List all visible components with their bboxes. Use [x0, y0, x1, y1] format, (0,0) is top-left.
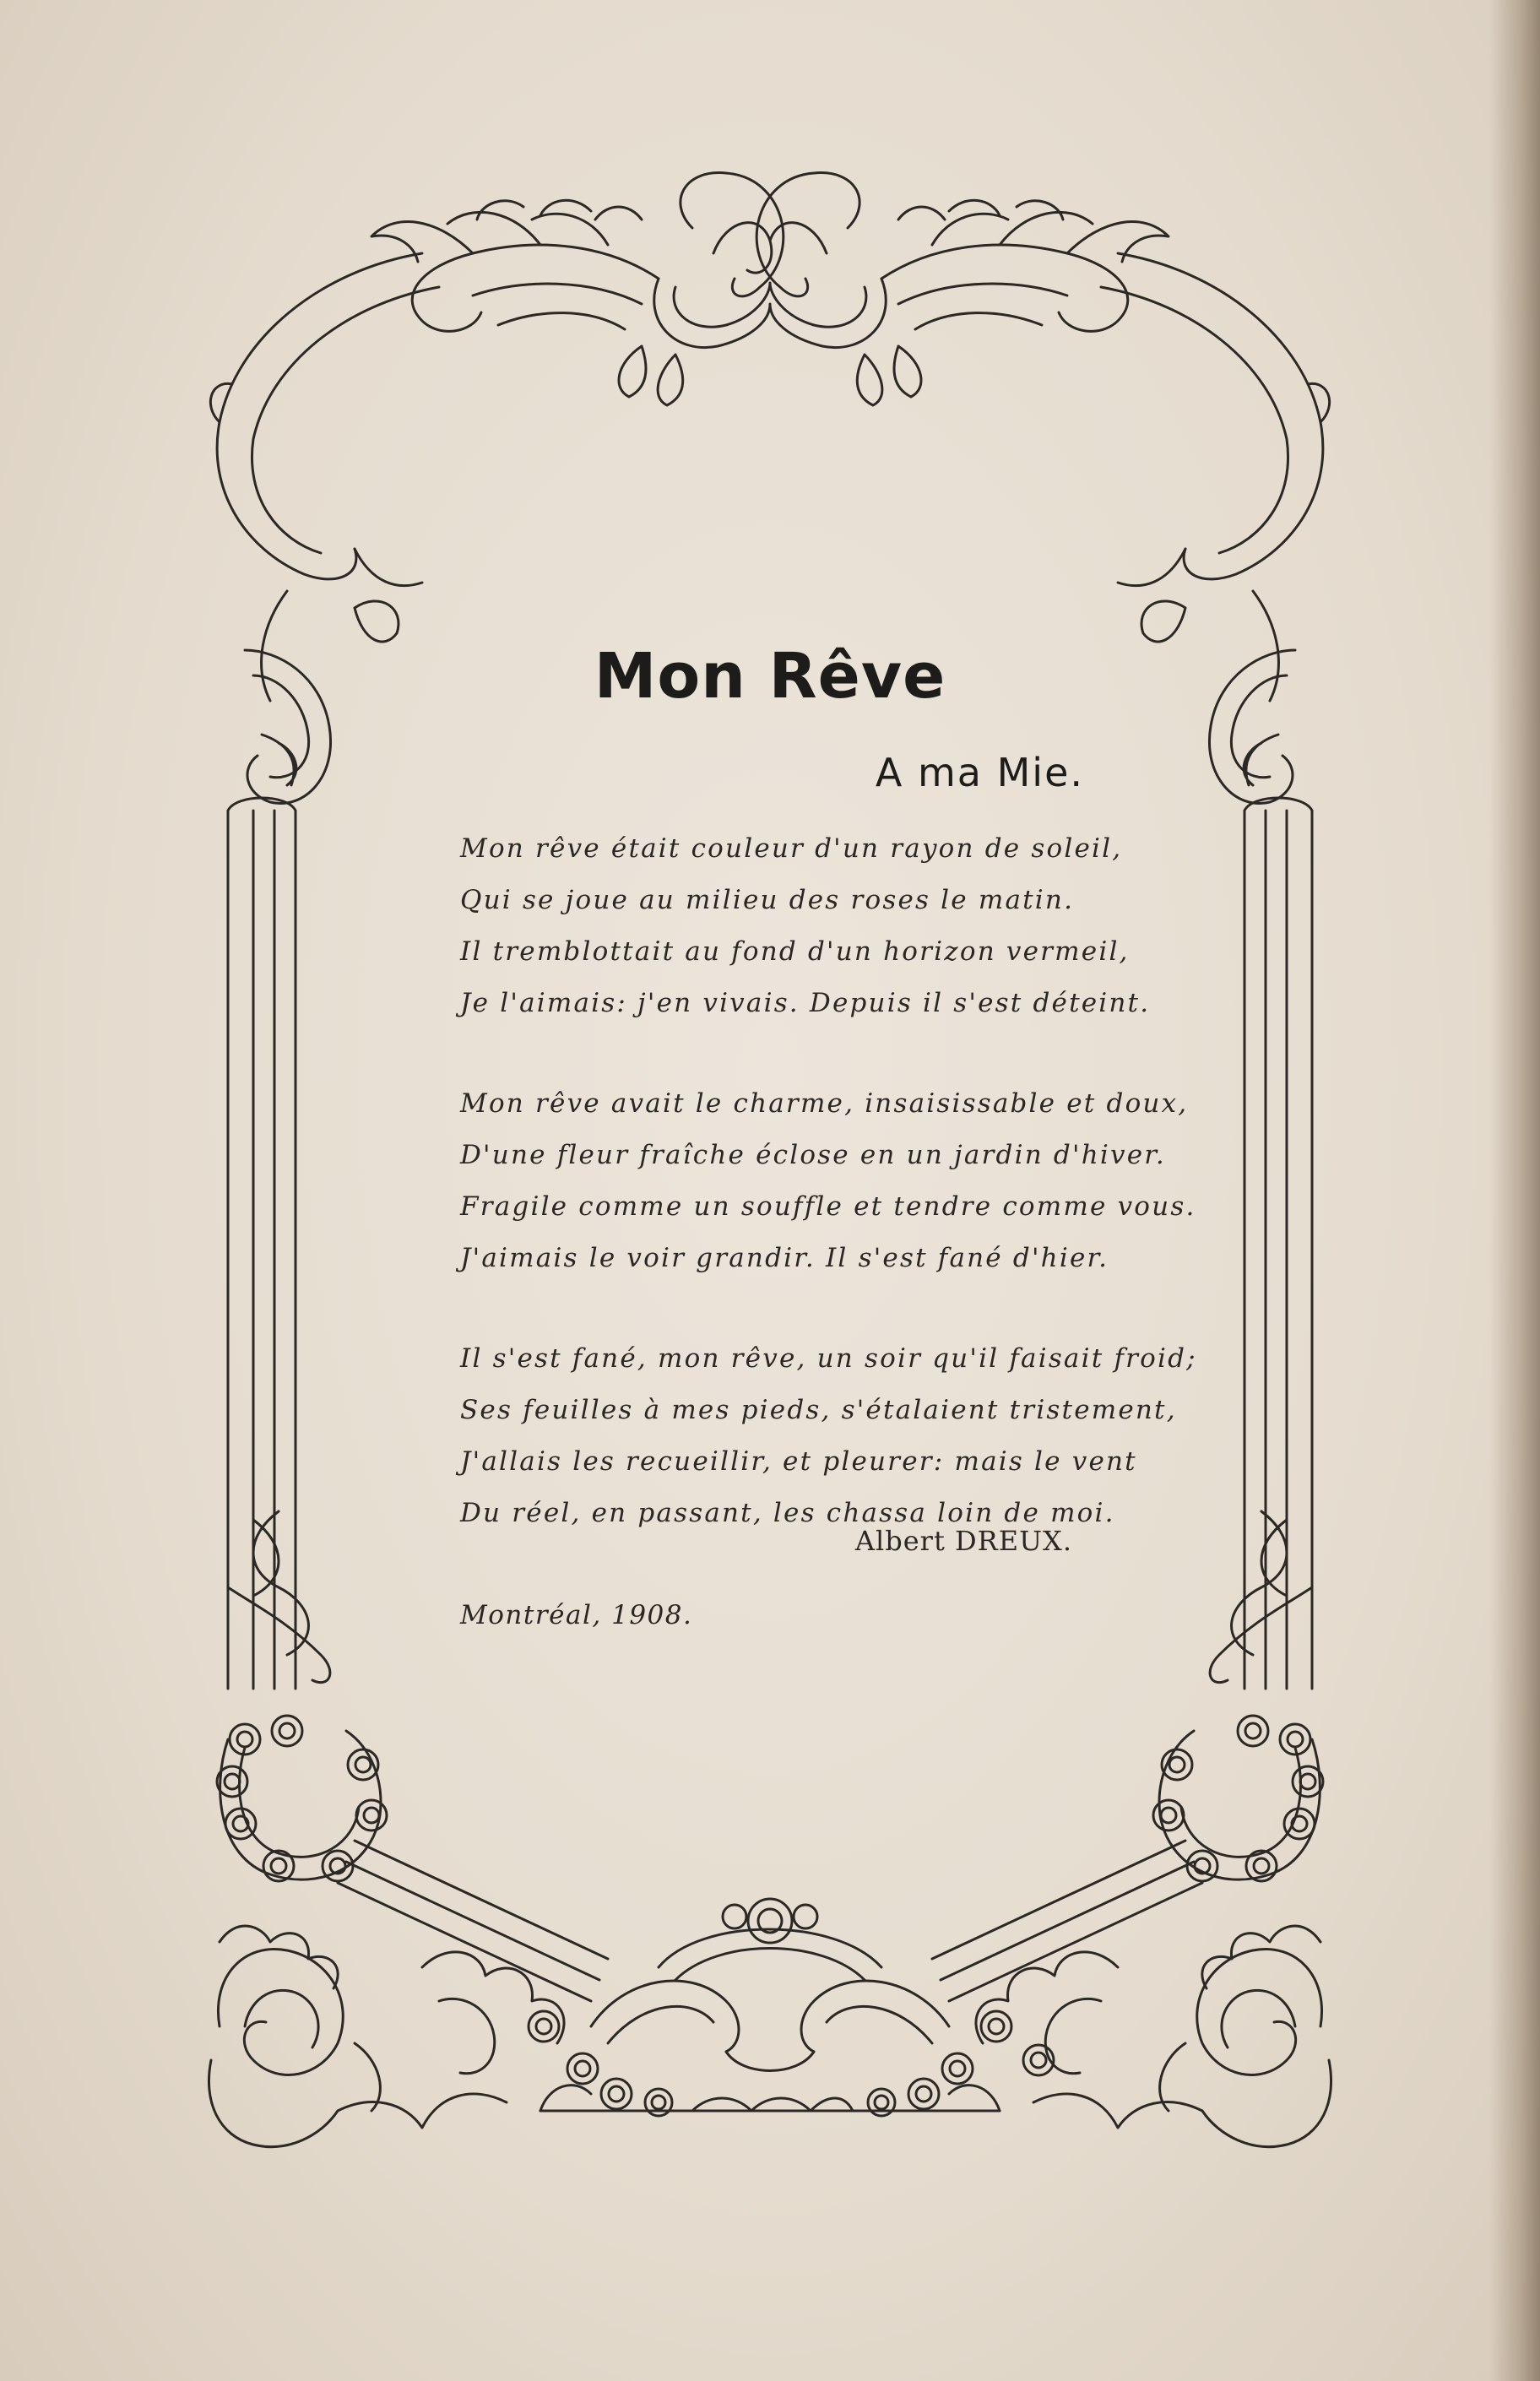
left-column-ornament: [228, 798, 330, 1689]
poem-line: J'allais les recueillir, et pleurer: mais le vent: [460, 1446, 1137, 1477]
stanza-3: [460, 1333, 1197, 1539]
top-left-leaf-ornament: [371, 200, 683, 405]
top-right-leaf-ornament: [857, 200, 1169, 405]
poem-line: Qui se joue au milieu des roses le matin.: [460, 885, 1075, 915]
stanza-1: [460, 823, 1151, 1029]
bottom-left-leaf-ornament: [209, 1926, 564, 2147]
poem-line: D'une fleur fraîche éclose en un jardin d'hiver.: [460, 1140, 1166, 1170]
poem-line: Mon rêve avait le charme, insaisissable et doux,: [460, 1088, 1189, 1119]
poem-line: Fragile comme un souffle et tendre comme vous.: [460, 1191, 1196, 1222]
poem-line: Du réel, en passant, les chassa loin de moi.: [460, 1498, 1115, 1528]
stanza-2: [460, 1078, 1196, 1284]
poem-line: Il s'est fané, mon rêve, un soir qu'il faisait froid;: [460, 1343, 1197, 1374]
author-signature: Albert DREUX.: [854, 1525, 1072, 1557]
poem-body: [460, 823, 1197, 1588]
poem-line: Il tremblottait au fond d'un horizon vermeil,: [460, 936, 1130, 967]
poem-line: Mon rêve était couleur d'un rayon de soleil,: [460, 833, 1123, 864]
right-rose-wreath-ornament: [1153, 1716, 1323, 1881]
poem-dedication: A ma Mie.: [875, 750, 1084, 795]
poem-title: Mon Rêve: [594, 640, 946, 713]
left-rose-wreath-ornament: [217, 1716, 387, 1881]
bottom-ribbons-ornament: [338, 1841, 1202, 2001]
poem-line: Ses feuilles à mes pieds, s'étalaient tristement,: [460, 1395, 1177, 1425]
right-upper-scroll-ornament: [1101, 253, 1330, 804]
left-upper-scroll-ornament: [210, 253, 439, 804]
poem-line: Je l'aimais: j'en vivais. Depuis il s'est déteint.: [460, 988, 1151, 1018]
poem-line: J'aimais le voir grandir. Il s'est fané d'hier.: [460, 1243, 1109, 1273]
bottom-right-leaf-ornament: [976, 1926, 1331, 2147]
right-column-ornament: [1210, 798, 1312, 1689]
top-cartouche-ornament: [654, 173, 887, 348]
place-date: Montréal, 1908.: [460, 1600, 693, 1630]
